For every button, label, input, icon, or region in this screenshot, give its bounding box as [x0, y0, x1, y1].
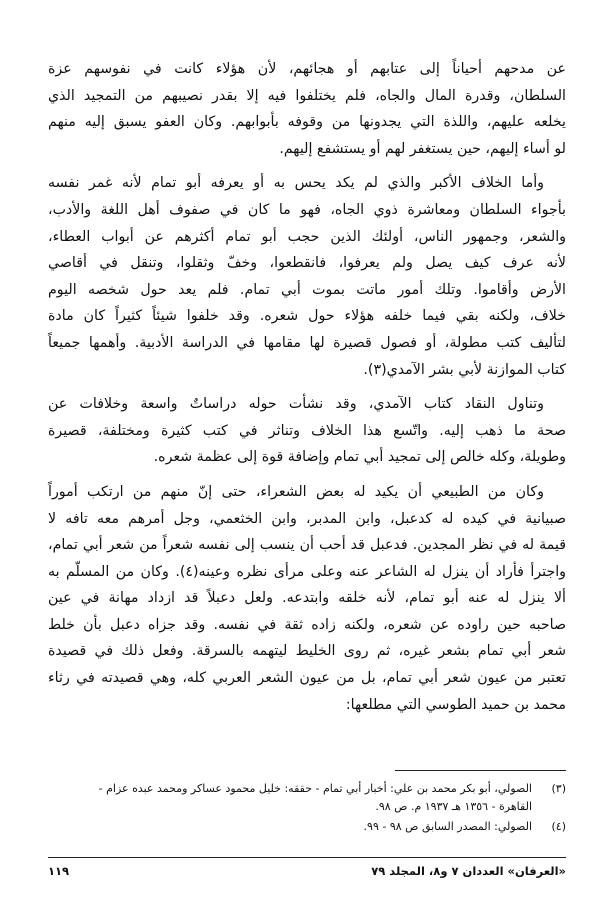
text-line: والشعر، وجمهور الناس، أولئك الذين حجب أبو تمام أكثرهم عن أبواب العطاء،	[48, 228, 566, 245]
paragraph-2	[48, 170, 566, 383]
text-line: السلطان، وقدرة المال والجاه، فلم يختلفوا فيه إلا بقدر نصيبهم من التمجيد الذي	[48, 87, 566, 104]
footnote-text: الصولي، أبو بكر محمد بن علي: أخبار أبي تمام - حققه: خليل محمود عساكر ومحمد عبده عزام -	[98, 782, 532, 795]
text-line: خلاف، ولكنه بقي فيما خلفه هؤلاء حول شعره. وقد خلفوا شيئاً كثيراً كان مادة	[48, 308, 566, 325]
text-line: لأنه عرف كيف يصل ولم يعرفوا، فانقطعوا، وخفّ وثقلوا، وتنقل في أقاصي	[48, 255, 566, 272]
text-line: لو أساء إليهم، حين يستغفر لهم أو يستشفع إليهم.	[279, 140, 566, 157]
footnote-divider	[395, 770, 566, 771]
text-line: محمد بن حميد الطوسي التي مطلعها:	[345, 696, 566, 713]
text-line: وكان من الطبيعي أن يكيد له بعض الشعراء، حتى إنّ منهم من ارتكب أموراً	[48, 483, 544, 500]
text-line: يخلعه عليهم، واللذة التي يجدونها من وقوفه بأبوابهم. وكان العفو يسبق إليه منهم	[48, 114, 566, 131]
text-line: صبيانية في كيده له كدعبل، وابن المدبر، وابن الخثعمي، وجل أمرهم معه تافه لا	[48, 510, 566, 527]
text-line: صحة ما ذهب إليه. واتّسع هذا الخلاف وتناثر في كتب كثيرة ومختلفة، قصيرة	[48, 422, 566, 439]
text-line: وتناول النقاد كتاب الآمدي، وقد نشأت حوله دراساتٌ واسعة وخلافات عن	[48, 396, 544, 413]
footer-divider	[48, 857, 566, 858]
text-line: تعتبر من عيون شعر أبي تمام، بل من عيون الشعر العربي كله، وهي قصيدته في رثاء	[48, 670, 566, 687]
text-line: عن مدحهم أحياناً إلى عتابهم أو هجائهم، لأن هؤلاء كانت في نفوسهم عزة	[48, 61, 566, 77]
paragraph-3	[48, 391, 566, 471]
text-line: الأرض وأقاموا. وتلك أمور ماتت بموت أبي تمام. فلم يعد حول شخصه اليوم	[48, 281, 566, 298]
text-line: واجترأ فأراد أن ينزل له الشاعر عنه وعلى مرأى نظره وعينه(٤). وكان من المسلّم به	[48, 563, 567, 580]
footnote-4	[40, 818, 566, 838]
text-line: شعر أبي تمام بشعر غيره، ثم روى الخليط ليتهمه بالسرقة. وفعل ذلك في قصيدة	[48, 643, 566, 660]
text-line: كتاب الموازنة لأبي بشر الآمدي(٣).	[363, 361, 566, 378]
footnote-text: القاهرة - ١٣٥٦ هـ ١٩٣٧ م. ص ٩٨.	[375, 800, 532, 813]
text-line: قيمة له في نظر المجدين. فدعبل قد أحب أن ينسب إلى نفسه شعراً من شعر أبي تمام،	[48, 537, 566, 554]
text-line: لتأليف كتب مطولة، أو فصول قصيرة لها مقامها في الدراسة الأدبية. وأهمها جميعاً	[48, 334, 566, 351]
footnote-3	[40, 780, 566, 820]
journal-title: «العرفان» العددان ٧ و٨، المجلد ٧٩	[371, 864, 566, 878]
text-line: بأجواء السلطان ومعاشرة ذوي الجاه، فهو ما كان في صفوف أهل اللغة والأدب،	[48, 201, 566, 218]
footnote-text: الصولي: المصدر السابق ص ٩٨ - ٩٩.	[363, 820, 532, 833]
footnote-number: (٣)	[551, 782, 566, 795]
body-text	[48, 56, 566, 726]
text-line: ألا ينزل له عنه أبو تمام، لأنه خلقه وابتدعه. ولعل دعبلاً قد ازداد مهانة في عين	[48, 590, 566, 607]
paragraph-4	[48, 479, 566, 718]
text-line: وأما الخلاف الأكبر والذي لم يكد يحس به أو يعرفه أبو تمام لأنه غمر نفسه	[48, 175, 544, 192]
footnote-number: (٤)	[551, 820, 566, 833]
text-line: وطويلة، وكله خالص إلى تمجيد أبي تمام وإضافة قوة إلى عظمة شعره.	[153, 449, 566, 466]
paragraph-1	[48, 56, 566, 162]
text-line: صاحبه حين راوده عن شعره، ولكنه زاده ثقة في نفسه. وقد جزاه دعبل بأن خلط	[48, 616, 566, 633]
page-number: ١١٩	[48, 864, 70, 878]
